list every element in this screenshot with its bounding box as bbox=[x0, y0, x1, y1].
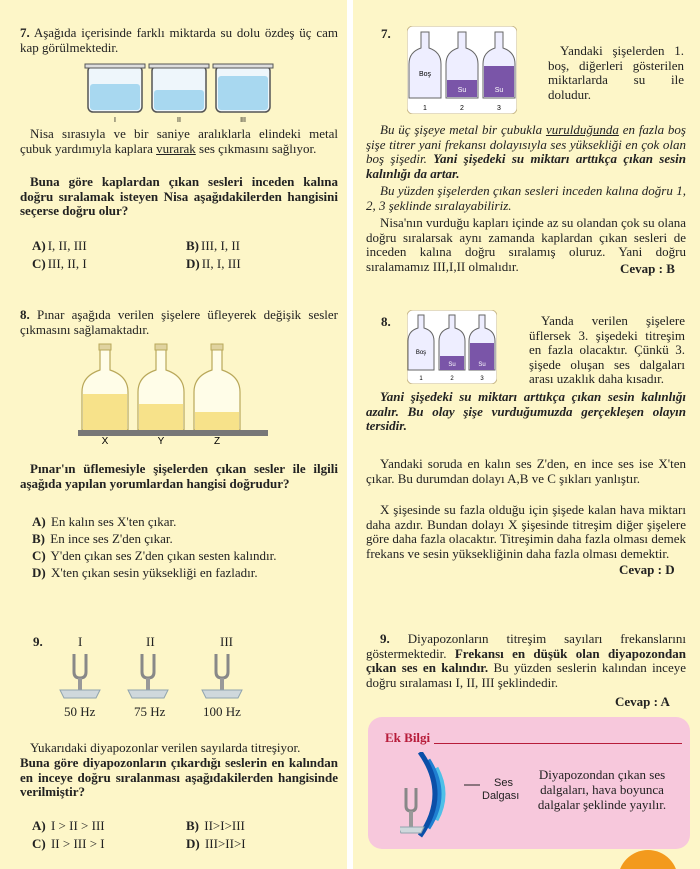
q9-option-a-letter: A) bbox=[32, 818, 46, 833]
q7-stem bbox=[20, 26, 338, 55]
q7-option-c-text: III, II, I bbox=[47, 256, 87, 271]
q8-option-d-letter: D) bbox=[32, 565, 46, 580]
q7-text-underlined: vurarak bbox=[156, 140, 196, 156]
q7-option-b[interactable] bbox=[186, 238, 240, 254]
s7-side-text: Yandaki şişelerden 1. boş, diğerleri gösterilen miktarlarda su ile doludur. bbox=[548, 43, 684, 102]
q9-label-3: III bbox=[220, 634, 233, 649]
beaker-label-1: I bbox=[114, 117, 116, 124]
q9-option-c-letter: C) bbox=[32, 836, 46, 851]
q7-option-b-text: III, I, II bbox=[201, 238, 240, 253]
s7-paragraph-2: Bu yüzden şişelerden çıkan sesleri inceden kalına doğru 1, 2, 3 şeklinde sıralayabiliriz. bbox=[366, 183, 686, 213]
bottle-label-x: X bbox=[101, 436, 109, 445]
s9-p1-bold: Frekansı en düşük olan diyapozondan çıkan ses en kalındır. bbox=[366, 645, 686, 675]
s7-bottle-1-label: Boş bbox=[418, 71, 432, 78]
q9-freq-3: 100 Hz bbox=[203, 704, 241, 719]
q9-freq-1: 50 Hz bbox=[64, 704, 96, 719]
q7-text-a: Nisa sırasıyla ve bir saniye aralıklarla elindeki metal çubuk yardımıyla kaplara bbox=[20, 126, 338, 156]
q9-question: Buna göre diyapozonların çıkardığı seslerin en kalından en inceye doğru sıralanması aşağıdakilerden hangisinde verilmiştir? bbox=[20, 755, 338, 799]
s8-number: 8. bbox=[381, 314, 391, 329]
s7-number: 7. bbox=[381, 26, 391, 41]
s8-bottle-3-label: Su bbox=[478, 362, 486, 368]
ek-tuning-fork-icon bbox=[400, 788, 424, 833]
s7-bottle-2-number: 2 bbox=[460, 105, 464, 112]
ek-bilgi-underline bbox=[434, 743, 682, 744]
q7-option-a-letter: A) bbox=[32, 238, 46, 253]
ek-bilgi-text: Diyapozondan çıkan ses dalgaları, hava boyunca dalgalar şeklinde yayılır. bbox=[537, 767, 667, 812]
q8-option-b-letter: B) bbox=[32, 531, 45, 546]
s7-p1-a: Bu üç şişeye metal bir çubukla bbox=[380, 122, 546, 137]
bottle-x bbox=[82, 344, 128, 430]
q9-option-c[interactable] bbox=[32, 836, 105, 852]
s8-answer: Cevap : D bbox=[619, 562, 675, 577]
s8-bold-paragraph: Yani şişedeki su miktarı arttıkça çıkan sesin kalınlığı azalır. Bu olay şişe vurduğumuzda gerçekleşen olayın tersidir. bbox=[366, 389, 686, 433]
q7-question: Buna göre kaplardan çıkan sesleri inceden kalına doğru sıralamak isteyen Nisa aşağıdakilerden hangisini seçerse doğru olur? bbox=[20, 174, 338, 218]
ek-bilgi-title: Ek Bilgi bbox=[385, 730, 431, 745]
q8-bottles-image bbox=[78, 340, 278, 445]
q8-option-a[interactable] bbox=[32, 514, 176, 530]
q7-number: 7. bbox=[20, 25, 30, 40]
q7-option-b-letter: B) bbox=[186, 238, 199, 253]
s7-p1-bold: Yani şişedeki su miktarı arttıkça çıkan sesin kalınlığı da artar. bbox=[366, 151, 686, 181]
q8-number: 8. bbox=[20, 307, 30, 322]
s8-paragraph-2: X şişesinde su fazla olduğu için şişede kalan hava miktarı daha azdır. Bundan dolayı X şişesinde titreşim diğer şişelere göre daha fazla olacaktır. Titreşimin daha fazla olması demek frekans ve sesin yüksekliğinin daha fazla olması demektir. bbox=[366, 502, 686, 561]
q9-tuning-forks-image bbox=[50, 650, 250, 702]
s9-p1-c: Bu yüzden seslerin kalından inceye doğru sıralaması I, II, III şeklindedir. bbox=[366, 660, 686, 690]
q7-option-d[interactable] bbox=[186, 256, 241, 272]
q8-option-c-text: Y'den çıkan ses Z'den çıkan sesten kalındır. bbox=[50, 548, 277, 563]
s8-bottle-1-label: Boş bbox=[415, 350, 427, 356]
q7-option-c[interactable] bbox=[32, 256, 87, 272]
bottle-label-z: Z bbox=[213, 436, 221, 445]
q7-option-a[interactable] bbox=[32, 238, 87, 254]
tuning-fork-1-icon bbox=[60, 654, 100, 698]
q8-option-b[interactable] bbox=[32, 531, 173, 547]
s9-p1-a: Diyapozonların titreşim sayıları frekanslarını göstermektedir. bbox=[366, 631, 687, 661]
q9-option-d[interactable] bbox=[186, 836, 246, 852]
q8-option-c-letter: C) bbox=[32, 548, 46, 563]
s7-paragraph-3: Nisa'nın vurduğu kapları içinde az su olandan çok su olana doğru sıralarsak aynı zamanda kaplardan çıkan sesleri de inceden kalına doğru sıralamış oluruz. Yani doğru sıralamamız III,I,II olmalıdır. bbox=[366, 215, 686, 274]
q8-option-c[interactable] bbox=[32, 548, 276, 564]
s7-paragraph-1 bbox=[366, 123, 686, 181]
s7-bottle-3-label: Su bbox=[494, 87, 504, 94]
q8-stem-text: Pınar aşağıda verilen şişelere üfleyerek değişik sesler çıkmasını sağlamaktadır. bbox=[20, 307, 338, 337]
s7-bottle-2-label: Su bbox=[457, 87, 467, 94]
ek-wave-label bbox=[482, 777, 519, 803]
q9-number: 9. bbox=[33, 634, 43, 649]
s7-answer: Cevap : B bbox=[620, 261, 675, 276]
s7-p1-b: en fazla boş şişe titrer yani frekansı dolayısıyla ses yüksekliği en çok olan boş şişedir. bbox=[366, 122, 686, 166]
bottle-y bbox=[138, 344, 184, 430]
s8-bottle-2-label: Su bbox=[448, 362, 456, 368]
s8-bottle-1-number: 1 bbox=[419, 376, 423, 382]
q8-option-d[interactable] bbox=[32, 565, 258, 581]
tuning-fork-2-icon bbox=[128, 654, 168, 698]
s7-bottle-1-number: 1 bbox=[423, 105, 427, 112]
q8-option-b-text: En ince ses Z'den çıkar. bbox=[50, 531, 173, 546]
ek-wave-label-2: Dalgası bbox=[482, 790, 520, 802]
q9-text: Yukarıdaki diyapozonlar verilen sayılarda titreşiyor. bbox=[30, 740, 301, 755]
s8-paragraph-1: Yandaki soruda en kalın ses Z'den, en ince ses ise X'ten çıkar. Bu durumdan dolayı A,B ve C şıkları yanlıştır. bbox=[366, 456, 686, 486]
q8-option-d-text: X'ten çıkan sesin yüksekliği en fazladır. bbox=[50, 565, 258, 580]
s9-paragraph bbox=[366, 632, 686, 690]
q8-stem bbox=[20, 308, 338, 337]
bottle-label-y: Y bbox=[157, 436, 165, 445]
s8-bottles-image bbox=[407, 310, 497, 384]
q9-option-a[interactable] bbox=[32, 818, 105, 834]
s8-side-text: Yanda verilen şişelere üflersek 3. şişedeki titreşim en fazla olacaktır. Çünkü 3. şişede oluşan ses dalgaları arası uzaklık daha kısadır. bbox=[529, 313, 685, 386]
q8-option-a-text: En kalın ses X'ten çıkar. bbox=[50, 514, 177, 529]
s9-number: 9. bbox=[380, 631, 390, 646]
s8-bottle-2-number: 2 bbox=[450, 376, 454, 382]
q7-option-a-text: I, II, III bbox=[47, 238, 87, 253]
q7-option-c-letter: C) bbox=[32, 256, 46, 271]
q7-text-b: ses çıkmasını sağlıyor. bbox=[195, 140, 317, 156]
s7-bottle-3-number: 3 bbox=[497, 105, 501, 112]
beaker-2 bbox=[149, 64, 209, 112]
q9-option-d-text: III>II>I bbox=[204, 836, 246, 851]
q9-option-b-text: II>I>III bbox=[204, 818, 245, 833]
q9-option-a-text: I > II > III bbox=[50, 818, 105, 833]
s7-p1-underlined: vurulduğunda bbox=[545, 122, 619, 137]
q8-question: Pınar'ın üflemesiyle şişelerden çıkan sesler ile ilgili aşağıda yapılan yorumlardan hangisi doğrudur? bbox=[20, 461, 338, 491]
q9-option-b[interactable] bbox=[186, 818, 245, 834]
q9-freq-2: 75 Hz bbox=[134, 704, 166, 719]
q7-option-d-letter: D) bbox=[186, 256, 200, 271]
beaker-label-2: II bbox=[177, 117, 181, 124]
bottle-z bbox=[194, 344, 240, 430]
q7-beakers-image bbox=[80, 62, 280, 124]
s8-bottle-3-number: 3 bbox=[480, 376, 484, 382]
beaker-label-3: III bbox=[240, 117, 246, 124]
q9-option-b-letter: B) bbox=[186, 818, 199, 833]
q9-label-1: I bbox=[78, 634, 83, 649]
q8-option-a-letter: A) bbox=[32, 514, 46, 529]
q7-option-d-text: II, I, III bbox=[201, 256, 241, 271]
beaker-3 bbox=[213, 64, 273, 112]
beaker-1 bbox=[85, 64, 145, 112]
q7-stem-text: Aşağıda içerisinde farklı miktarda su dolu özdeş üç cam kap görülmektedir. bbox=[20, 25, 338, 55]
s7-bottles-image bbox=[407, 26, 517, 114]
q7-text bbox=[20, 127, 338, 156]
q9-option-c-text: II > III > I bbox=[50, 836, 105, 851]
s9-answer: Cevap : A bbox=[615, 694, 670, 709]
q9-option-d-letter: D) bbox=[186, 836, 200, 851]
ek-wave-label-1: Ses bbox=[494, 777, 513, 789]
q9-label-2: II bbox=[146, 634, 155, 649]
tuning-fork-3-icon bbox=[202, 654, 242, 698]
